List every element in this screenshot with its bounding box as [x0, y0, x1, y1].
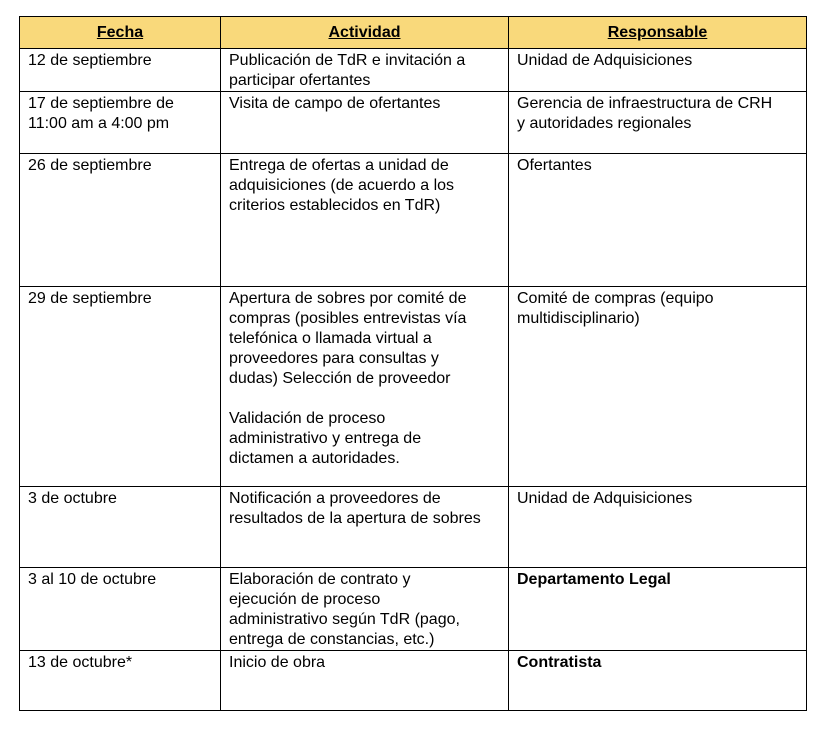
activity-cell: Apertura de sobres por comité de compras (posibles entrevistas vía telefónica o llamada virtual a proveedores para consultas y dudas) Selección de proveedor Validación de proceso administrativo y entrega de dictamen a autoridades. — [221, 287, 509, 487]
activity-cell: Publicación de TdR e invitación a participar ofertantes — [221, 49, 509, 92]
table-row — [20, 651, 807, 711]
header-activity: Actividad — [221, 17, 509, 49]
table-row — [20, 92, 807, 154]
table-row — [20, 287, 807, 487]
header-responsible: Responsable — [509, 17, 807, 49]
schedule-table — [19, 16, 807, 711]
responsible-cell: Comité de compras (equipo multidisciplinario) — [509, 287, 807, 487]
responsible-cell: Ofertantes — [509, 154, 807, 287]
table-row — [20, 49, 807, 92]
activity-cell: Inicio de obra — [221, 651, 509, 711]
table-row — [20, 568, 807, 651]
date-cell: 29 de septiembre — [20, 287, 221, 487]
date-cell: 3 de octubre — [20, 487, 221, 568]
date-cell: 3 al 10 de octubre — [20, 568, 221, 651]
table-row — [20, 487, 807, 568]
activity-cell: Elaboración de contrato y ejecución de proceso administrativo según TdR (pago, entrega de constancias, etc.) — [221, 568, 509, 651]
table-row — [20, 154, 807, 287]
header-date: Fecha — [20, 17, 221, 49]
responsible-cell: Departamento Legal — [509, 568, 807, 651]
date-cell: 13 de octubre* — [20, 651, 221, 711]
activity-cell: Visita de campo de ofertantes — [221, 92, 509, 154]
responsible-cell: Unidad de Adquisiciones — [509, 487, 807, 568]
date-cell: 17 de septiembre de 11:00 am a 4:00 pm — [20, 92, 221, 154]
responsible-cell: Gerencia de infraestructura de CRH y autoridades regionales — [509, 92, 807, 154]
activity-cell: Entrega de ofertas a unidad de adquisiciones (de acuerdo a los criterios establecidos en TdR) — [221, 154, 509, 287]
responsible-cell: Contratista — [509, 651, 807, 711]
header-row — [20, 17, 807, 49]
responsible-cell: Unidad de Adquisiciones — [509, 49, 807, 92]
date-cell: 26 de septiembre — [20, 154, 221, 287]
activity-cell: Notificación a proveedores de resultados de la apertura de sobres — [221, 487, 509, 568]
date-cell: 12 de septiembre — [20, 49, 221, 92]
